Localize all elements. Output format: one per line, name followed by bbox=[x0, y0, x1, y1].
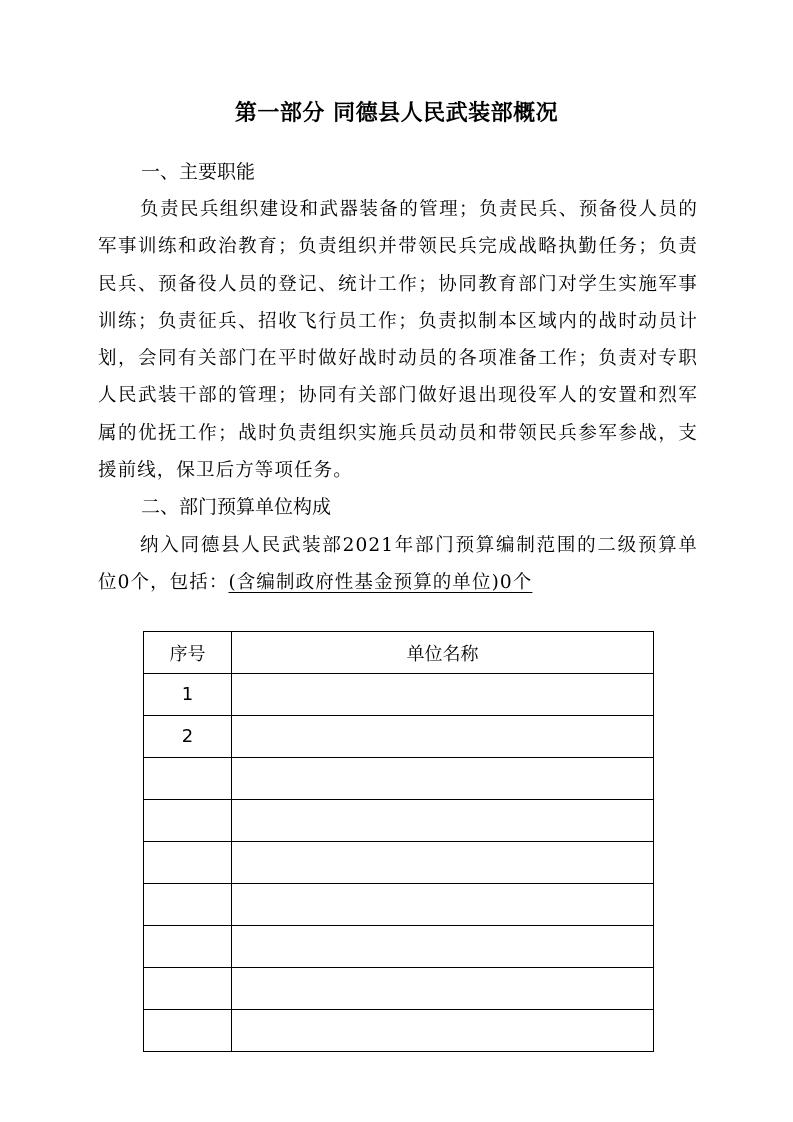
table-cell-unit-name bbox=[232, 842, 654, 884]
section-heading-budget-units: 二、部门预算单位构成 bbox=[141, 496, 332, 518]
table-row bbox=[144, 674, 654, 716]
section-heading-main-functions: 一、主要职能 bbox=[141, 161, 256, 183]
table-row bbox=[144, 758, 654, 800]
table-cell-unit-name bbox=[232, 968, 654, 1010]
table-cell-serial bbox=[144, 884, 232, 926]
budget-units-paragraph bbox=[98, 527, 698, 602]
table-cell-serial bbox=[144, 800, 232, 842]
table-cell-serial bbox=[144, 842, 232, 884]
column-header-serial: 序号 bbox=[144, 632, 232, 674]
table-cell-serial: 2 bbox=[144, 716, 232, 758]
column-header-unit-name: 单位名称 bbox=[232, 632, 654, 674]
table-row bbox=[144, 800, 654, 842]
main-functions-paragraph: 负责民兵组织建设和武器装备的管理；负责民兵、预备役人员的军事训练和政治教育；负责组织并带领民兵完成战略执勤任务；负责民兵、预备役人员的登记、统计工作；协同教育部门对学生实施军事训练；负责征兵、招收飞行员工作；负责拟制本区域内的战时动员计划，会同有关部门在平时做好战时动员的各项准备工作；负责对专职人民武装干部的管理；协同有关部门做好退出现役军人的安置和烈军属的优抚工作；战时负责组织实施兵员动员和带领民兵参军参战，支援前线，保卫后方等项任务。 bbox=[98, 199, 698, 482]
table-row bbox=[144, 884, 654, 926]
budget-units-table bbox=[143, 631, 654, 1052]
table-row bbox=[144, 968, 654, 1010]
table-row bbox=[144, 1010, 654, 1052]
table-header-row bbox=[144, 632, 654, 674]
table-cell-unit-name bbox=[232, 1010, 654, 1052]
table-cell-unit-name bbox=[232, 716, 654, 758]
page-title: 第一部分 同德县人民武装部概况 bbox=[234, 101, 559, 126]
table-cell-serial bbox=[144, 1010, 232, 1052]
budget-units-underlined-text: (含编制政府性基金预算的单位)0个 bbox=[228, 572, 533, 594]
table-cell-unit-name bbox=[232, 800, 654, 842]
table-cell-serial bbox=[144, 968, 232, 1010]
table-cell-serial: 1 bbox=[144, 674, 232, 716]
table-cell-unit-name bbox=[232, 884, 654, 926]
table-cell-unit-name bbox=[232, 674, 654, 716]
budget-units-text: 纳入同德县人民武装部2021年部门预算编制范围的二级预算单位0个，包括： bbox=[98, 535, 698, 594]
table-row bbox=[144, 926, 654, 968]
table-cell-unit-name bbox=[232, 926, 654, 968]
table-row bbox=[144, 842, 654, 884]
table-cell-serial bbox=[144, 758, 232, 800]
table-cell-unit-name bbox=[232, 758, 654, 800]
table-row bbox=[144, 716, 654, 758]
table-cell-serial bbox=[144, 926, 232, 968]
